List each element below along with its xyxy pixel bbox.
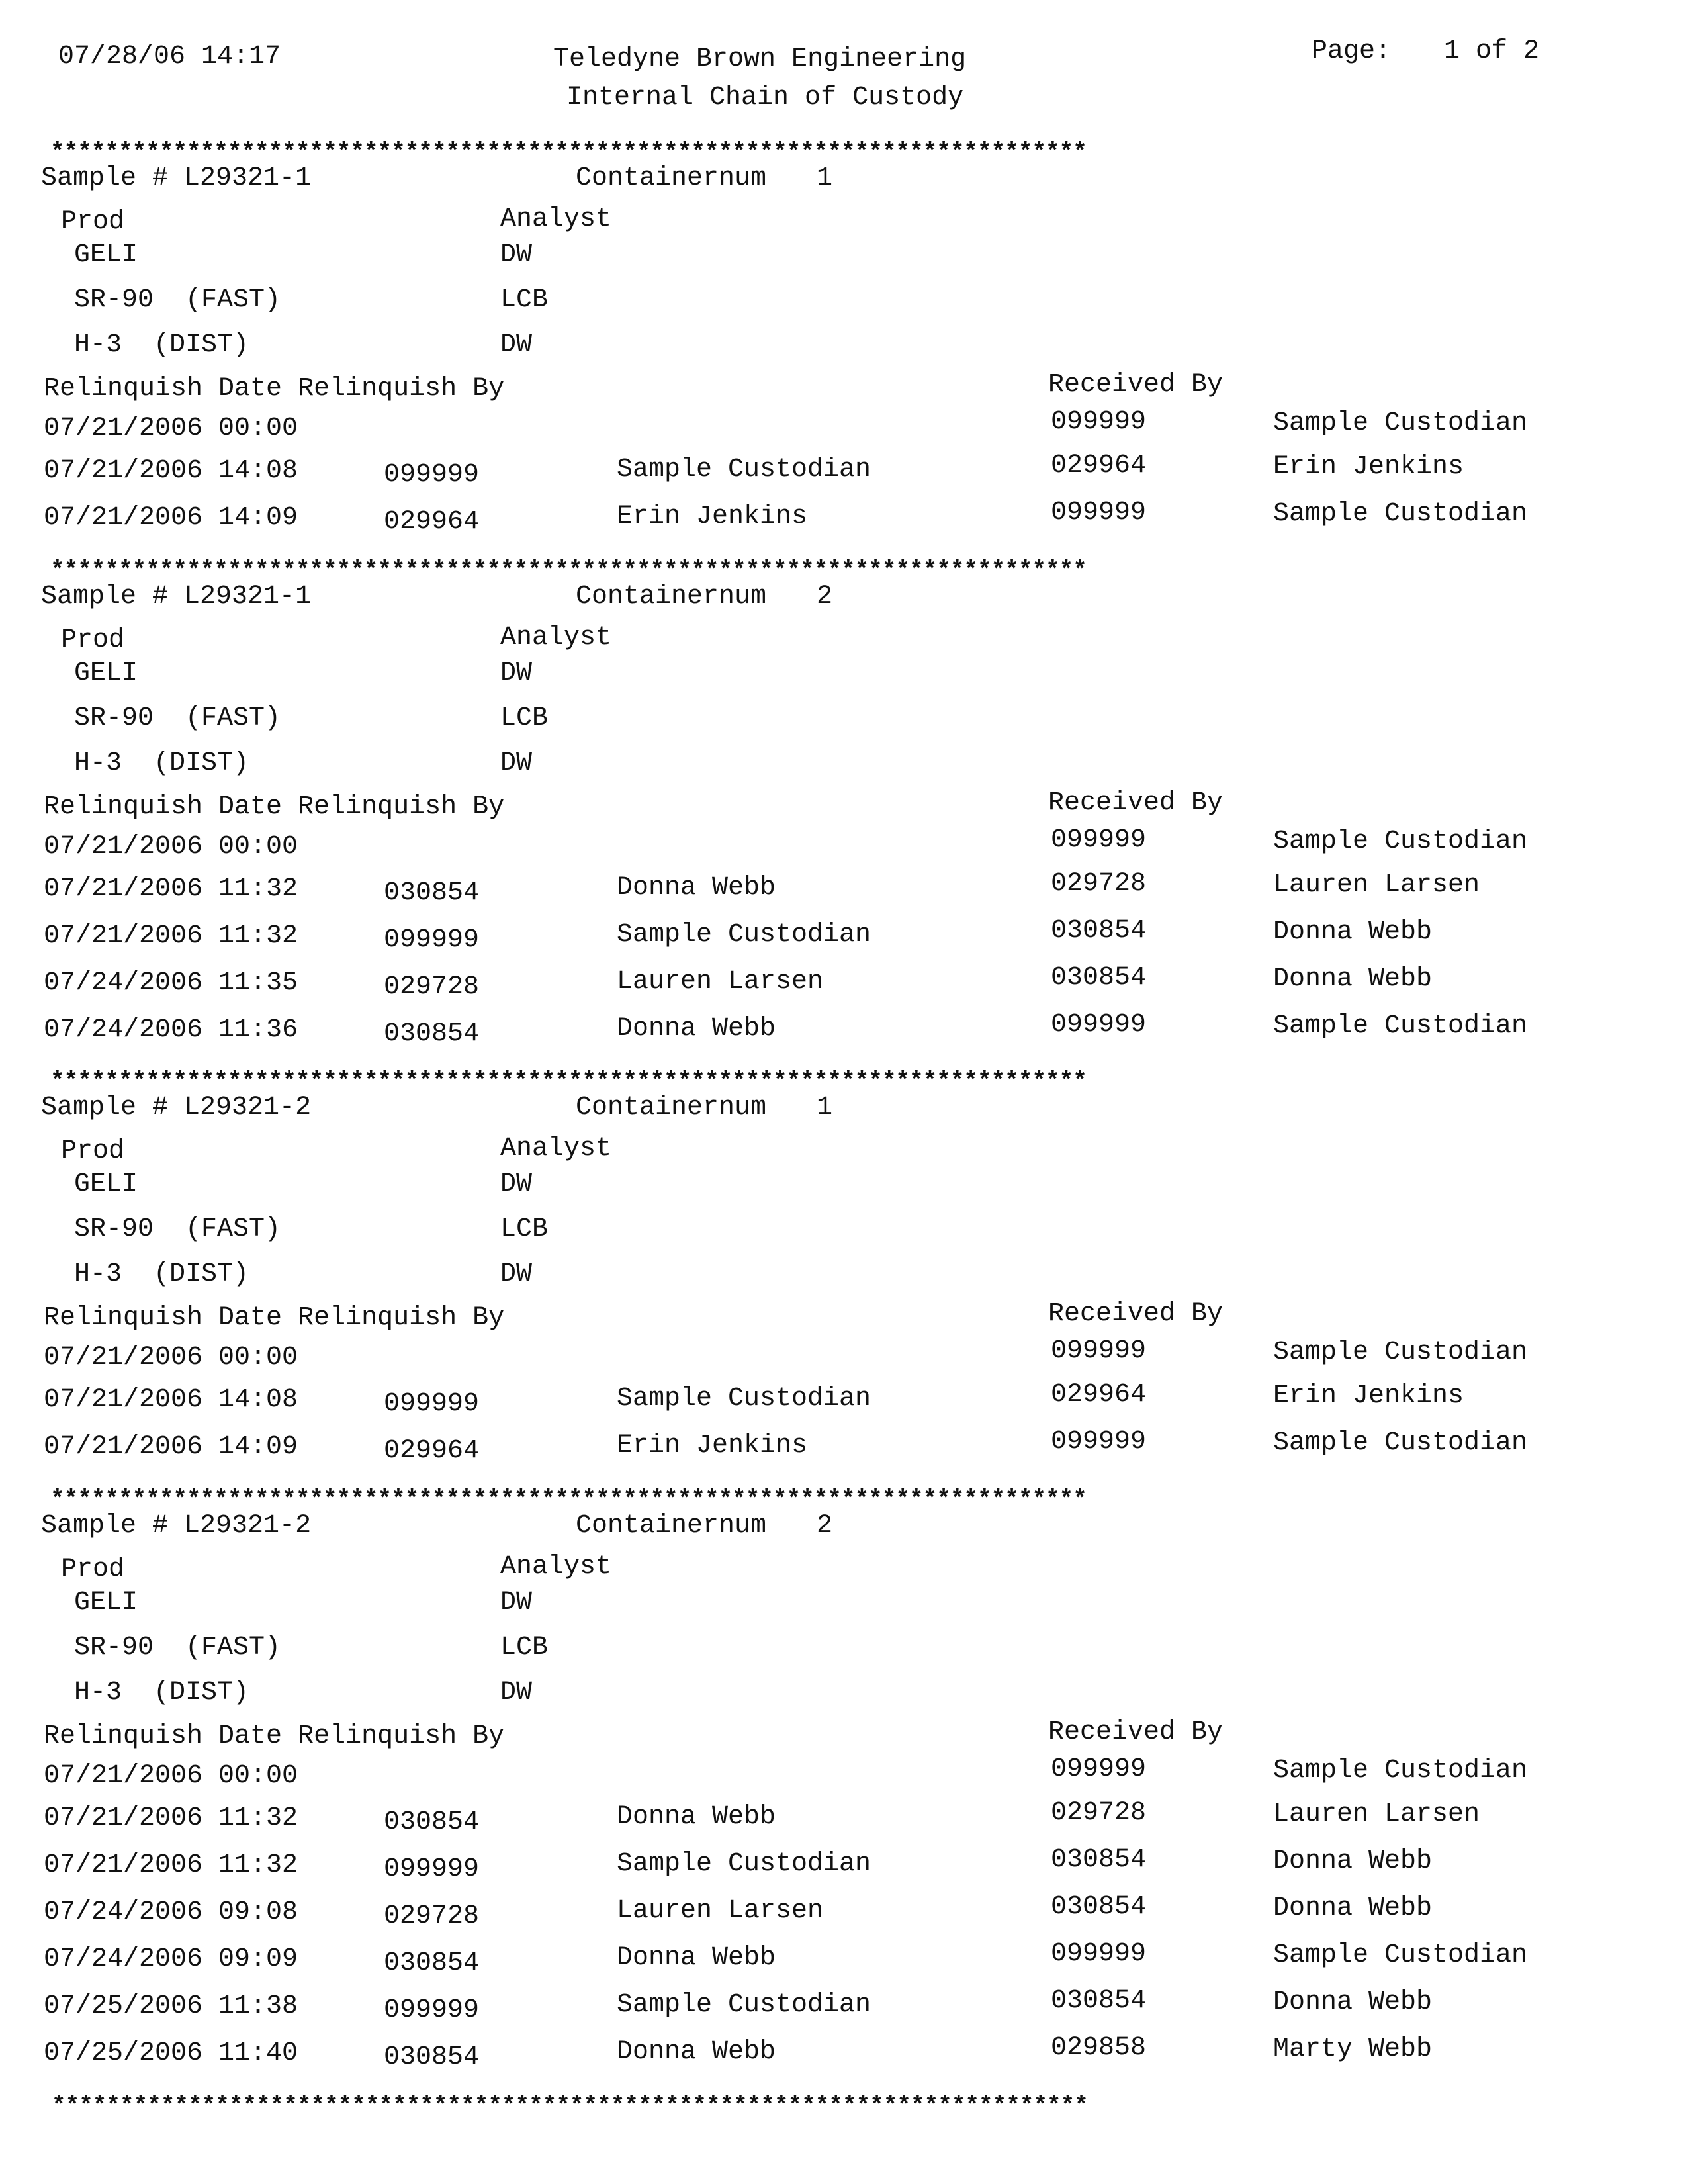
product-code: H-3 (DIST): [74, 330, 249, 360]
containernum-value: 1: [817, 163, 833, 193]
product-analyst: LCB: [500, 704, 549, 733]
received-name: Sample Custodian: [1273, 1940, 1528, 1970]
transfer-date: 07/21/2006 00:00: [44, 832, 298, 862]
received-by-header: Received By: [1048, 1299, 1224, 1329]
product-analyst: DW: [500, 1678, 533, 1707]
received-id: 099999: [1051, 825, 1147, 855]
received-name: Sample Custodian: [1273, 408, 1528, 438]
received-id: 029964: [1051, 451, 1147, 480]
relinquish-name: Lauren Larsen: [617, 967, 824, 997]
relinquish-id: 099999: [384, 925, 480, 955]
relinquish-header: Relinquish Date Relinquish By: [44, 1303, 505, 1333]
received-name: Lauren Larsen: [1273, 870, 1480, 900]
sample-number: Sample # L29321-1: [41, 582, 312, 612]
relinquish-name: Sample Custodian: [617, 1990, 871, 2020]
product-code: GELI: [74, 1588, 138, 1617]
product-code: H-3 (DIST): [74, 1678, 249, 1707]
analyst-header: Analyst: [500, 623, 612, 653]
relinquish-id: 030854: [384, 2042, 480, 2072]
product-code: SR-90 (FAST): [74, 1214, 281, 1244]
received-id: 029728: [1051, 1798, 1147, 1828]
received-name: Sample Custodian: [1273, 827, 1528, 856]
relinquish-id: 029964: [384, 507, 480, 537]
relinquish-name: Sample Custodian: [617, 1384, 871, 1414]
transfer-date: 07/21/2006 00:00: [44, 1343, 298, 1373]
separator-line: ****************************************************************************: [52, 2092, 1088, 2119]
product-analyst: DW: [500, 330, 533, 360]
transfer-date: 07/21/2006 14:08: [44, 1385, 298, 1415]
transfer-date: 07/21/2006 11:32: [44, 1850, 298, 1880]
relinquish-id: 029728: [384, 972, 480, 1002]
transfer-date: 07/21/2006 00:00: [44, 414, 298, 443]
received-name: Erin Jenkins: [1273, 452, 1464, 482]
page-label: Page:: [1312, 36, 1392, 66]
relinquish-id: 030854: [384, 1019, 480, 1049]
received-name: Sample Custodian: [1273, 1338, 1528, 1367]
product-code: SR-90 (FAST): [74, 704, 281, 733]
received-id: 030854: [1051, 1892, 1147, 1922]
product-code: SR-90 (FAST): [74, 1633, 281, 1662]
received-name: Sample Custodian: [1273, 1756, 1528, 1786]
received-name: Marty Webb: [1273, 2034, 1433, 2064]
product-code: SR-90 (FAST): [74, 285, 281, 315]
relinquish-name: Erin Jenkins: [617, 502, 808, 531]
relinquish-id: 099999: [384, 1389, 480, 1419]
relinquish-header: Relinquish Date Relinquish By: [44, 1721, 505, 1751]
product-analyst: DW: [500, 659, 533, 688]
containernum-value: 2: [817, 582, 833, 612]
received-id: 030854: [1051, 1845, 1147, 1875]
separator-line: ****************************************************************************: [50, 557, 1087, 584]
transfer-date: 07/21/2006 11:32: [44, 921, 298, 951]
separator-line: ****************************************************************************: [50, 138, 1087, 165]
received-id: 099999: [1051, 1427, 1147, 1457]
received-id: 099999: [1051, 1010, 1147, 1040]
received-id: 099999: [1051, 1939, 1147, 1969]
containernum-value: 1: [817, 1093, 833, 1122]
received-name: Erin Jenkins: [1273, 1381, 1464, 1411]
prod-header: Prod: [61, 1136, 125, 1166]
received-name: Donna Webb: [1273, 1846, 1433, 1876]
transfer-date: 07/21/2006 00:00: [44, 1761, 298, 1791]
relinquish-name: Sample Custodian: [617, 1849, 871, 1879]
analyst-header: Analyst: [500, 1134, 612, 1163]
relinquish-id: 099999: [384, 460, 480, 490]
transfer-date: 07/24/2006 11:35: [44, 968, 298, 998]
relinquish-name: Sample Custodian: [617, 455, 871, 484]
received-name: Donna Webb: [1273, 1893, 1433, 1923]
product-analyst: DW: [500, 240, 533, 270]
relinquish-header: Relinquish Date Relinquish By: [44, 374, 505, 404]
product-analyst: DW: [500, 749, 533, 778]
relinquish-id: 099999: [384, 1995, 480, 2025]
received-id: 030854: [1051, 1986, 1147, 2016]
received-by-header: Received By: [1048, 370, 1224, 400]
relinquish-header: Relinquish Date Relinquish By: [44, 792, 505, 822]
prod-header: Prod: [61, 1555, 125, 1584]
company-name: Teledyne Brown Engineering: [553, 44, 967, 74]
product-analyst: LCB: [500, 1633, 549, 1662]
received-name: Sample Custodian: [1273, 1011, 1528, 1041]
received-id: 099999: [1051, 407, 1147, 437]
transfer-date: 07/24/2006 11:36: [44, 1015, 298, 1045]
transfer-date: 07/24/2006 09:09: [44, 1944, 298, 1974]
sample-number: Sample # L29321-2: [41, 1093, 312, 1122]
relinquish-name: Donna Webb: [617, 1943, 776, 1973]
received-name: Donna Webb: [1273, 964, 1433, 994]
containernum-value: 2: [817, 1511, 833, 1541]
received-id: 030854: [1051, 963, 1147, 993]
separator-line: ****************************************************************************: [50, 1486, 1087, 1513]
separator-line: ****************************************************************************: [50, 1068, 1087, 1095]
relinquish-id: 030854: [384, 1948, 480, 1978]
product-code: H-3 (DIST): [74, 749, 249, 778]
relinquish-id: 030854: [384, 1807, 480, 1837]
received-name: Donna Webb: [1273, 917, 1433, 947]
product-code: H-3 (DIST): [74, 1259, 249, 1289]
containernum-label: Containernum: [576, 163, 767, 193]
relinquish-name: Donna Webb: [617, 873, 776, 903]
transfer-date: 07/25/2006 11:40: [44, 2038, 298, 2068]
relinquish-id: 029728: [384, 1901, 480, 1931]
transfer-date: 07/24/2006 09:08: [44, 1897, 298, 1927]
relinquish-id: 099999: [384, 1854, 480, 1884]
analyst-header: Analyst: [500, 205, 612, 234]
prod-header: Prod: [61, 625, 125, 655]
product-analyst: LCB: [500, 285, 549, 315]
received-name: Sample Custodian: [1273, 499, 1528, 529]
product-analyst: DW: [500, 1588, 533, 1617]
prod-header: Prod: [61, 207, 125, 237]
transfer-date: 07/21/2006 11:32: [44, 874, 298, 904]
relinquish-name: Donna Webb: [617, 1802, 776, 1832]
received-id: 029964: [1051, 1380, 1147, 1410]
transfer-date: 07/21/2006 14:09: [44, 503, 298, 533]
received-name: Sample Custodian: [1273, 1428, 1528, 1458]
received-id: 029858: [1051, 2033, 1147, 2063]
transfer-date: 07/21/2006 14:08: [44, 456, 298, 486]
report-datetime: 07/28/06 14:17: [58, 42, 281, 71]
relinquish-id: 030854: [384, 878, 480, 908]
received-id: 099999: [1051, 1754, 1147, 1784]
containernum-label: Containernum: [576, 1093, 767, 1122]
product-analyst: LCB: [500, 1214, 549, 1244]
containernum-label: Containernum: [576, 582, 767, 612]
received-id: 099999: [1051, 498, 1147, 527]
sample-number: Sample # L29321-1: [41, 163, 312, 193]
analyst-header: Analyst: [500, 1552, 612, 1582]
relinquish-name: Sample Custodian: [617, 920, 871, 950]
received-id: 030854: [1051, 916, 1147, 946]
report-title: Internal Chain of Custody: [566, 83, 964, 113]
relinquish-id: 029964: [384, 1436, 480, 1466]
transfer-date: 07/21/2006 14:09: [44, 1432, 298, 1462]
received-by-header: Received By: [1048, 1717, 1224, 1747]
product-code: GELI: [74, 240, 138, 270]
received-id: 029728: [1051, 869, 1147, 899]
received-by-header: Received By: [1048, 788, 1224, 818]
received-id: 099999: [1051, 1336, 1147, 1366]
product-analyst: DW: [500, 1259, 533, 1289]
relinquish-name: Donna Webb: [617, 2037, 776, 2067]
product-analyst: DW: [500, 1169, 533, 1199]
received-name: Lauren Larsen: [1273, 1799, 1480, 1829]
product-code: GELI: [74, 1169, 138, 1199]
product-code: GELI: [74, 659, 138, 688]
containernum-label: Containernum: [576, 1511, 767, 1541]
received-name: Donna Webb: [1273, 1987, 1433, 2017]
sample-number: Sample # L29321-2: [41, 1511, 312, 1541]
relinquish-name: Erin Jenkins: [617, 1431, 808, 1461]
transfer-date: 07/25/2006 11:38: [44, 1991, 298, 2021]
page-number: 1 of 2: [1444, 36, 1540, 66]
relinquish-name: Donna Webb: [617, 1014, 776, 1044]
relinquish-name: Lauren Larsen: [617, 1896, 824, 1926]
transfer-date: 07/21/2006 11:32: [44, 1803, 298, 1833]
